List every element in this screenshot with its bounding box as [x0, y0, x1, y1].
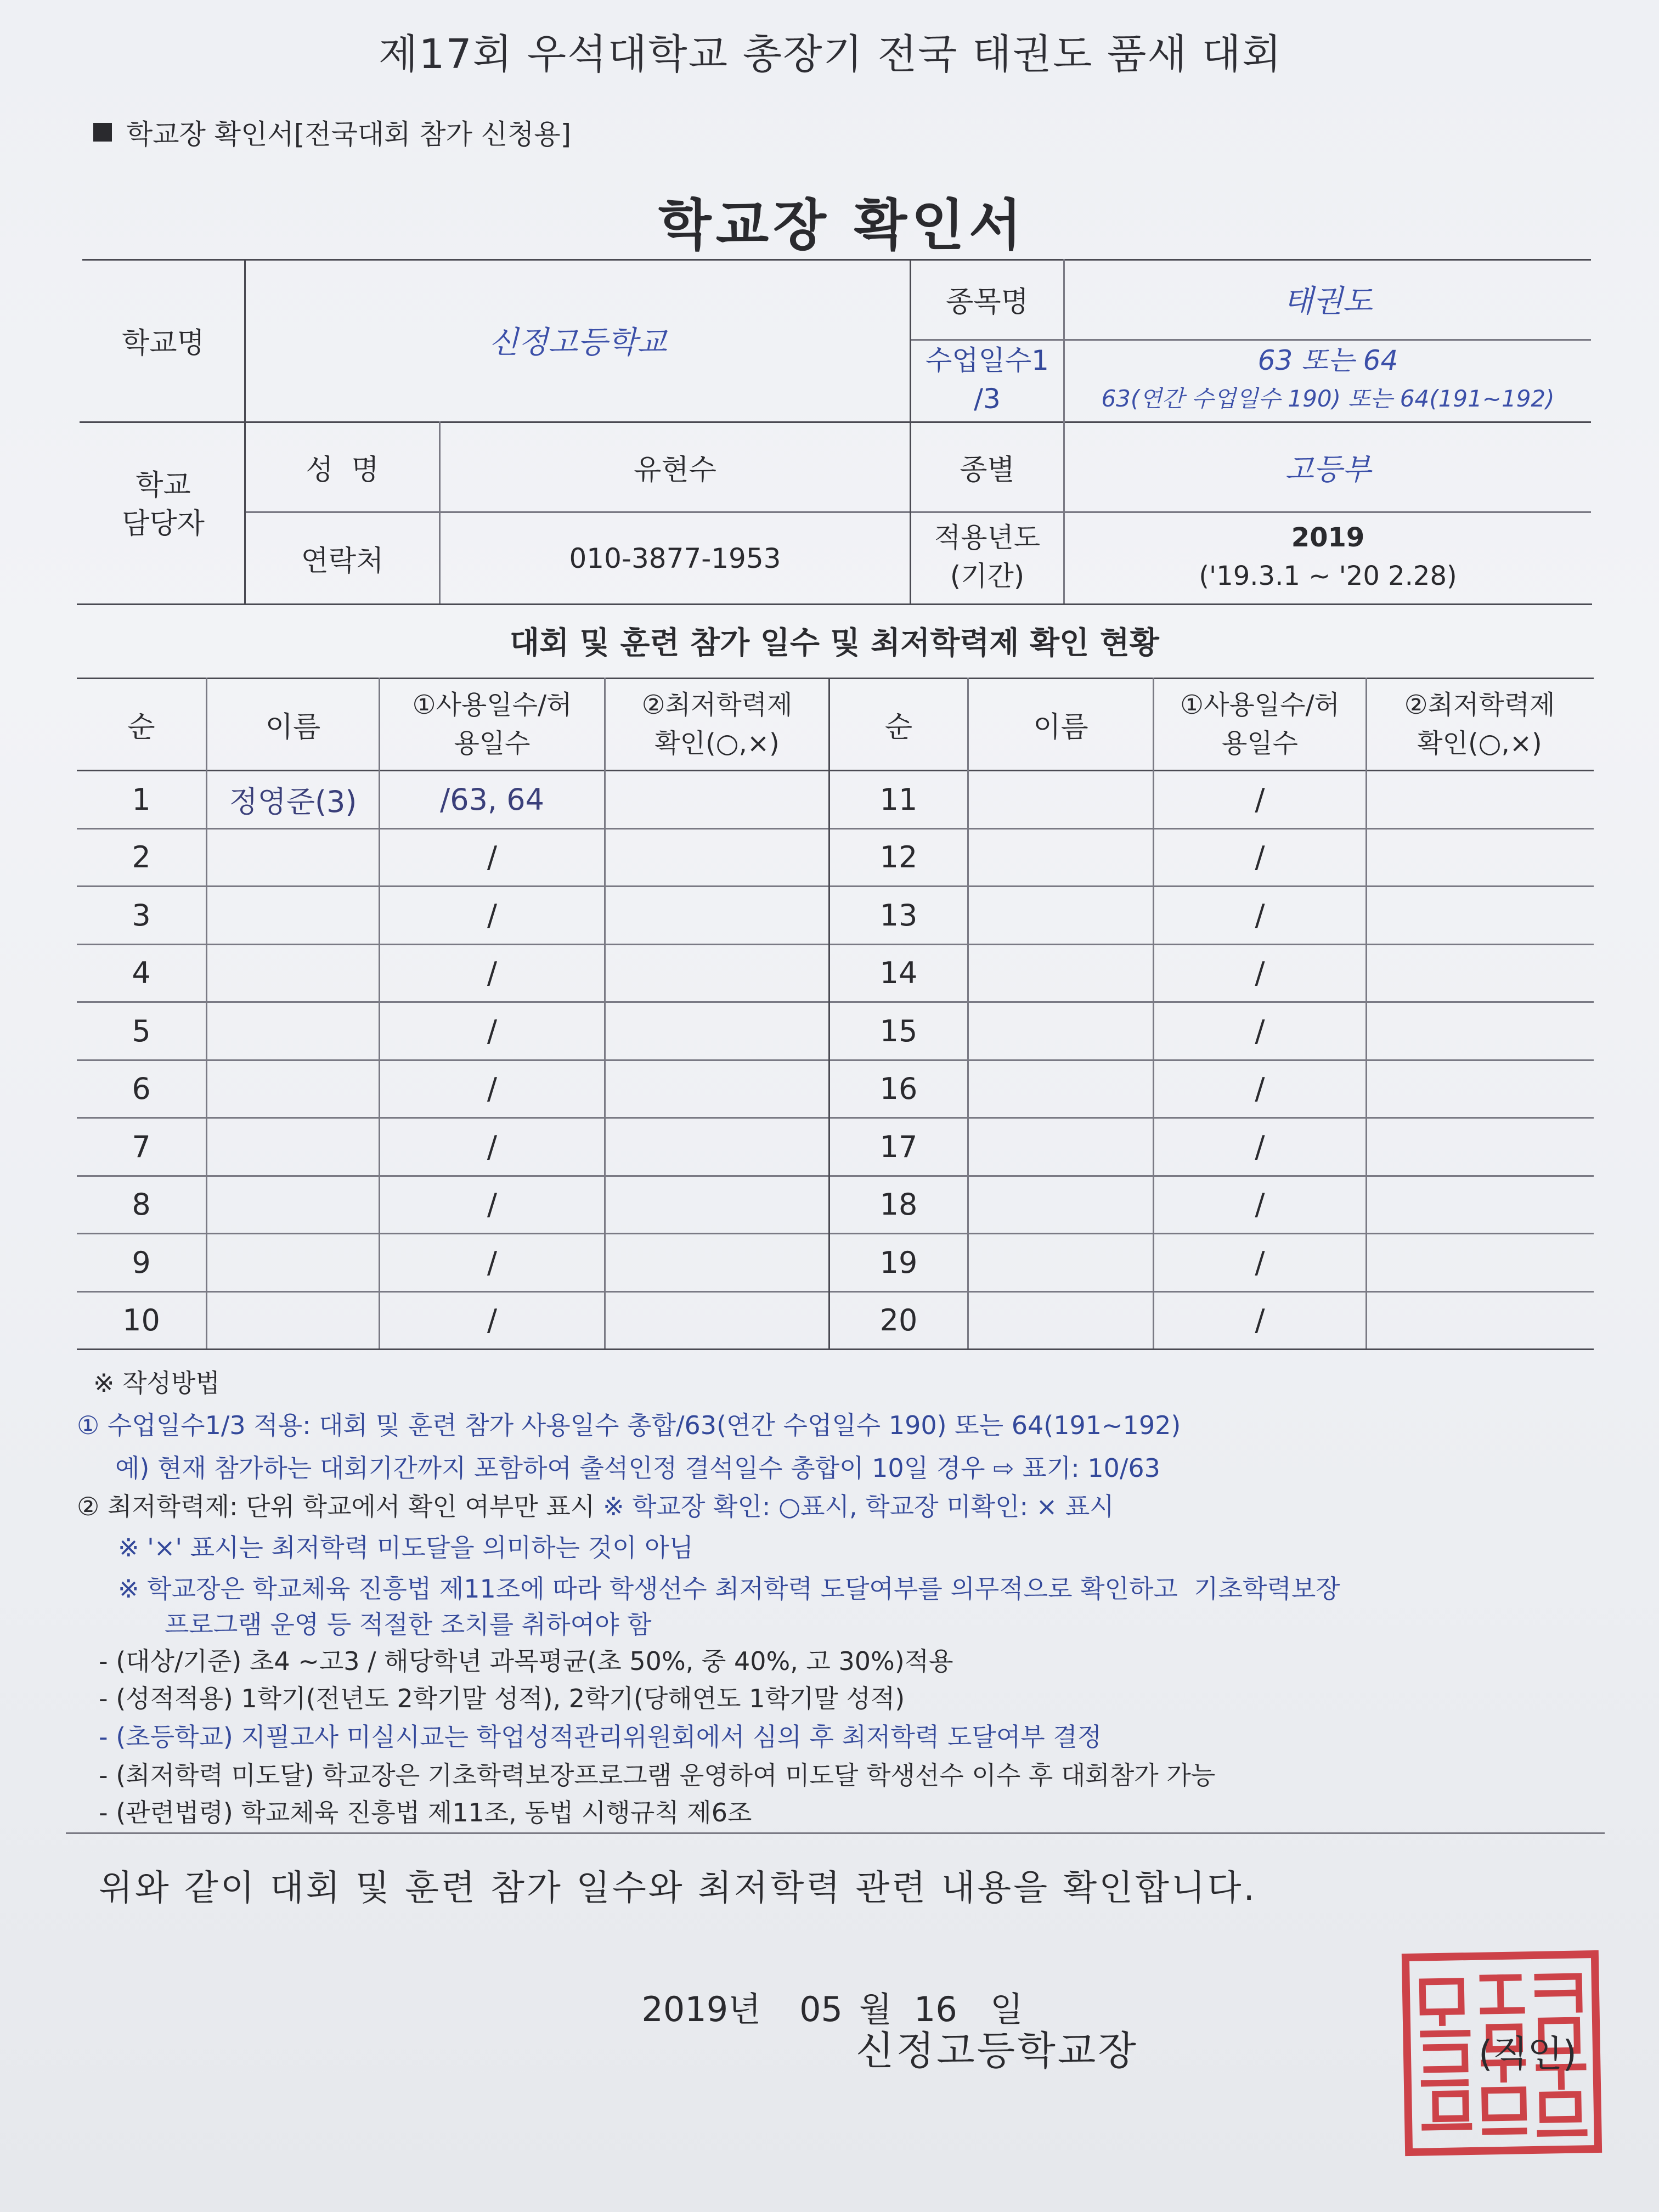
- date-month: 05: [799, 1989, 843, 2029]
- header-check-right: [1367, 686, 1592, 763]
- date-year: 2019년: [641, 1989, 761, 2029]
- days-used: /: [1255, 1129, 1265, 1164]
- days-used: /: [1255, 782, 1265, 817]
- days-used: /: [1255, 1245, 1265, 1280]
- bullet-1: - (대상/기준) 초4 ~고3 / 해당학년 과목평균(초 50%, 중 40%, 고 30%)적용: [99, 1646, 953, 1676]
- days-used: /: [1255, 1303, 1265, 1338]
- division-label: 종별: [960, 454, 1015, 487]
- min-academic-check: [606, 887, 828, 944]
- header-days-right: [1154, 686, 1365, 763]
- student-name: [207, 887, 379, 944]
- header-check-right-line2: 확인(○,×): [1417, 728, 1542, 759]
- name-label: 성 명: [306, 454, 379, 487]
- row-number: 11: [879, 782, 918, 817]
- table-col-line: [967, 678, 969, 1350]
- info-row-line: [911, 339, 1591, 341]
- bullet-4: - (최저학력 미도달) 학교장은 기초학력보장프로그램 운영하여 미도달 학생선수 이수 후 대회참가 가능: [99, 1760, 1216, 1790]
- year-label-line2: (기간): [950, 560, 1025, 592]
- days-value-line1: 63 또는 64: [1257, 345, 1398, 376]
- min-academic-check: [1367, 771, 1592, 828]
- min-academic-check: [1367, 1234, 1592, 1291]
- name-value: 유현수: [634, 454, 716, 487]
- table-col-line: [379, 678, 380, 1350]
- min-academic-check: [606, 830, 828, 886]
- days-used: /: [1255, 956, 1265, 991]
- manager-label-line2: 담당자: [122, 507, 205, 540]
- min-academic-check: [606, 771, 828, 828]
- row-number: 17: [879, 1129, 918, 1164]
- row-number: 1: [132, 782, 151, 817]
- note-2a: [77, 1487, 1114, 1523]
- date-day: 16: [913, 1989, 957, 2029]
- manager-label: [82, 466, 244, 543]
- header-name: 이름: [265, 711, 321, 744]
- division-value: 고등부: [1285, 452, 1371, 487]
- student-name: [969, 945, 1153, 1002]
- days-used: /: [1255, 840, 1265, 875]
- days-used: /: [1255, 1013, 1265, 1048]
- row-number: 16: [879, 1071, 918, 1107]
- event-label: 종목명: [946, 285, 1029, 319]
- min-academic-check: [1367, 1177, 1592, 1233]
- student-name: [969, 1293, 1153, 1349]
- student-name: [207, 1293, 379, 1349]
- header-days-line1: ①사용일수/허: [412, 690, 572, 720]
- notes-bottom-line: [66, 1832, 1605, 1834]
- row-number: 3: [132, 898, 151, 933]
- row-number: 2: [132, 840, 151, 875]
- student-name: [207, 1061, 379, 1118]
- student-name: [969, 1061, 1153, 1118]
- min-academic-check: [1367, 1293, 1592, 1349]
- header-no: 순: [127, 711, 155, 744]
- student-name: 정영준(3): [229, 784, 357, 819]
- table-title: 대회 및 훈련 참가 일수 및 최저학력제 확인 현황: [510, 625, 1159, 661]
- days-used: /: [487, 1071, 498, 1107]
- min-academic-check: [606, 1061, 828, 1118]
- header-name-right: 이름: [1033, 711, 1088, 744]
- header-no-right: 순: [884, 711, 913, 744]
- row-number: 7: [132, 1129, 151, 1164]
- header-days-line2: 용일수: [454, 728, 531, 759]
- note-2a-blue: ※ 학교장 확인: ○표시, 학교장 미확인: × 표시: [602, 1492, 1114, 1521]
- student-name: [969, 1234, 1153, 1291]
- row-number: 5: [132, 1013, 151, 1048]
- min-academic-check: [1367, 1119, 1592, 1175]
- days-used: /: [487, 956, 498, 991]
- date-month-unit: 월: [859, 1989, 892, 2029]
- table-col-line: [604, 678, 606, 1350]
- note-2b: ※ '×' 표시는 최저학력 미도달을 의미하는 것이 아님: [118, 1533, 694, 1562]
- row-number: 13: [879, 898, 918, 933]
- student-name: [969, 1177, 1153, 1233]
- days-label: [911, 341, 1063, 421]
- student-name: [207, 1177, 379, 1233]
- days-value-line2: 63(연간 수업일수 190) 또는 64(191~192): [1101, 385, 1555, 412]
- days-used: /: [487, 1013, 498, 1048]
- days-label-line1: 수업일수1: [925, 345, 1049, 376]
- header-days-right-line1: ①사용일수/허: [1180, 690, 1340, 720]
- student-name: [969, 830, 1153, 886]
- confirm-text: 위와 같이 대회 및 훈련 참가 일수와 최저학력 관련 내용을 확인합니다.: [99, 1868, 1257, 1909]
- event-title: 제17회 우석대학교 총장기 전국 태권도 품새 대회: [379, 31, 1283, 78]
- days-used: /: [1255, 898, 1265, 933]
- min-academic-check: [606, 1119, 828, 1175]
- days-used: /: [487, 840, 498, 875]
- note-1a: ① 수업일수1/3 적용: 대회 및 훈련 참가 사용일수 총합/63(연간 수업일수 190) 또는 64(191~192): [77, 1410, 1181, 1440]
- row-number: 15: [879, 1013, 918, 1048]
- days-used: /: [487, 1303, 498, 1338]
- year-value-line1: 2019: [1291, 522, 1365, 553]
- days-used: /: [487, 1245, 498, 1280]
- row-number: 14: [879, 956, 918, 991]
- table-col-line: [206, 678, 207, 1350]
- min-academic-check: [1367, 1003, 1592, 1059]
- student-name: [207, 945, 379, 1002]
- contact-value: 010-3877-1953: [569, 542, 781, 574]
- days-used: /63, 64: [440, 782, 544, 817]
- min-academic-check: [606, 1293, 828, 1349]
- row-number: 20: [879, 1303, 918, 1338]
- days-used: /: [487, 1129, 498, 1164]
- school-name-value: 신정고등학교: [488, 325, 667, 360]
- note-1b: 예) 현재 참가하는 대회기간까지 포함하여 출석인정 결석일수 총합이 10일 경우 ⇨ 표기: 10/63: [115, 1453, 1160, 1483]
- min-academic-check: [1367, 887, 1592, 944]
- date-day-unit: 일: [990, 1989, 1023, 2029]
- contact-label: 연락처: [301, 545, 384, 578]
- notes-heading: ※ 작성방법: [93, 1368, 220, 1398]
- seal-label: (직인): [1479, 2033, 1577, 2075]
- manager-label-line1: 학교: [136, 469, 191, 502]
- min-academic-check: [606, 945, 828, 1002]
- row-number: 6: [132, 1071, 151, 1107]
- bullet-5: - (관련법령) 학교체육 진흥법 제11조, 동법 시행규칙 제6조: [99, 1798, 752, 1827]
- square-bullet-icon: [93, 123, 112, 142]
- note-2c: ※ 학교장은 학교체육 진흥법 제11조에 따라 학생선수 최저학력 도달여부를 의무적으로 확인하고 기초학력보장: [118, 1574, 1340, 1604]
- student-name: [969, 771, 1153, 828]
- year-value: [1065, 518, 1591, 595]
- header-check-line1: ②최저학력제: [641, 690, 793, 720]
- days-used: /: [487, 1187, 498, 1222]
- student-name: [207, 1119, 379, 1175]
- header-days-right-line2: 용일수: [1221, 728, 1299, 759]
- days-used: /: [487, 898, 498, 933]
- row-number: 8: [132, 1187, 151, 1222]
- student-name: [207, 830, 379, 886]
- days-used: /: [1255, 1071, 1265, 1107]
- row-number: 18: [879, 1187, 918, 1222]
- min-academic-check: [1367, 1061, 1592, 1118]
- note-2d: 프로그램 운영 등 적절한 조치를 취하여야 함: [165, 1610, 652, 1639]
- row-number: 9: [132, 1245, 151, 1280]
- bullet-3: - (초등학교) 지필고사 미실시교는 학업성적관리위원회에서 심의 후 최저학력 도달여부 결정: [99, 1722, 1102, 1752]
- table-col-line: [1365, 678, 1367, 1350]
- year-label: [911, 518, 1063, 595]
- table-col-line: [1153, 678, 1154, 1350]
- row-number: 10: [122, 1303, 160, 1338]
- header-check: [606, 686, 828, 763]
- school-name-label: 학교명: [122, 326, 205, 360]
- doc-title: 학교장 확인서: [658, 193, 1026, 257]
- student-name: [207, 1234, 379, 1291]
- form-label: [93, 112, 571, 152]
- year-label-line1: 적용년도: [934, 522, 1041, 554]
- note-2a-prefix: ② 최저학력제: 단위 학교에서 확인 여부만 표시: [77, 1492, 603, 1521]
- header-check-right-line1: ②최저학력제: [1404, 690, 1555, 720]
- student-name: [969, 887, 1153, 944]
- min-academic-check: [606, 1003, 828, 1059]
- student-name: [969, 1003, 1153, 1059]
- signer-name: 신정고등학교장: [856, 2028, 1138, 2074]
- table-bottom-border: [77, 1348, 1594, 1350]
- header-days: [380, 686, 604, 763]
- student-name: [207, 1003, 379, 1059]
- min-academic-check: [1367, 830, 1592, 886]
- student-name: [969, 1119, 1153, 1175]
- days-label-line2: /3: [974, 383, 1001, 415]
- header-check-line2: 확인(○,×): [654, 728, 780, 759]
- table-col-line: [828, 678, 830, 1350]
- bullet-2: - (성적적용) 1학기(전년도 2학기말 성적), 2학기(당해연도 1학기말 성적): [99, 1684, 905, 1713]
- issue-date: [620, 1942, 1023, 2031]
- days-value: [1065, 341, 1591, 418]
- year-value-line2: ('19.3.1 ~ '20 2.28): [1199, 561, 1457, 591]
- days-used: /: [1255, 1187, 1265, 1222]
- min-academic-check: [1367, 945, 1592, 1002]
- row-number: 19: [879, 1245, 918, 1280]
- event-value: 태권도: [1283, 284, 1373, 319]
- min-academic-check: [606, 1177, 828, 1233]
- min-academic-check: [606, 1234, 828, 1291]
- form-label-text: 학교장 확인서[전국대회 참가 신청용]: [126, 119, 572, 150]
- row-number: 12: [879, 840, 918, 875]
- row-number: 4: [132, 956, 151, 991]
